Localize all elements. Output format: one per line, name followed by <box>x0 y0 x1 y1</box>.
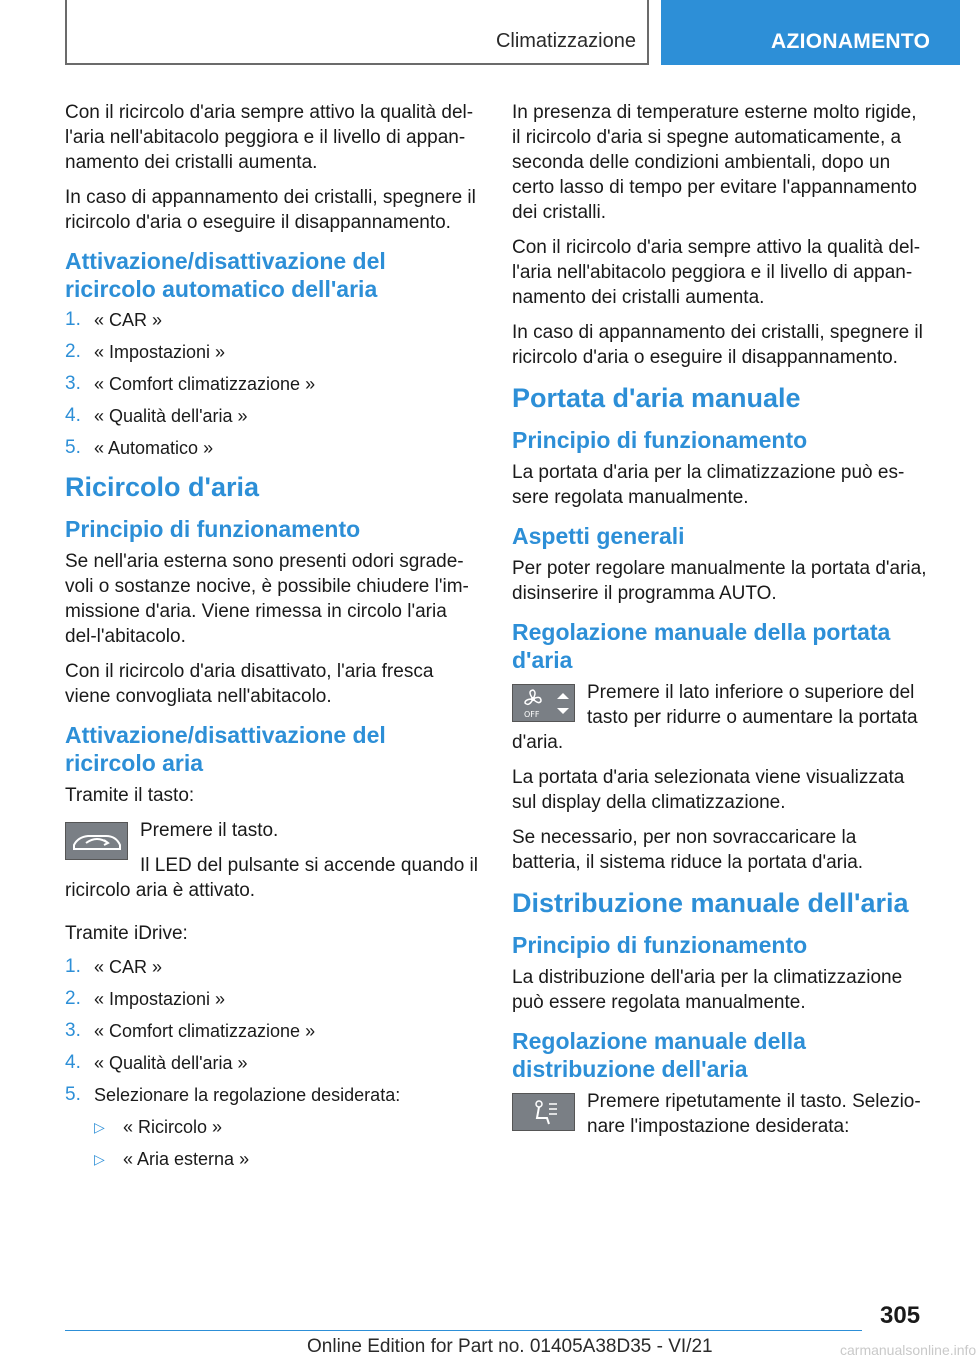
header-chapter-label: AZIONAMENTO <box>771 30 931 53</box>
heading-activation: Attivazione/disattivazione del ricircolo aria <box>65 722 386 776</box>
step-text: « CAR » <box>94 957 163 977</box>
step-number: 2. <box>65 341 81 362</box>
step-number: 2. <box>65 988 81 1009</box>
fan-button-icon <box>512 684 575 722</box>
step-text: « Impostazioni » <box>94 342 226 362</box>
paragraph: Premere il lato inferiore o superiore del tasto per ridurre o aumentare la portata d'aria. <box>512 682 918 753</box>
step-text: Selezionare la regolazione desiderata: <box>94 1085 401 1105</box>
step-number: 4. <box>65 405 81 426</box>
paragraph: Se necessario, per non sovraccaricare la batteria, il sistema riduce la portata d'aria. <box>512 827 864 873</box>
bullet-triangle-icon: ▷ <box>94 1119 105 1135</box>
option-text: « Aria esterna » <box>123 1149 250 1169</box>
paragraph: In presenza di temperature esterne molto rigide, il ricircolo d'aria si spegne automaticamente, a seconda delle condizioni ambientali, dopo un certo lasso di tempo per evitare l'appannamento dei cristalli. <box>512 102 917 223</box>
step-text: « Impostazioni » <box>94 989 226 1009</box>
list-item <box>65 373 480 395</box>
step-text: « Comfort climatizzazione » <box>94 1021 316 1041</box>
list-item <box>94 1148 480 1170</box>
paragraph: Tramite il tasto: <box>65 785 195 806</box>
step-number: 5. <box>65 437 81 458</box>
step-number: 3. <box>65 1020 81 1041</box>
list-item <box>65 309 480 331</box>
list-item <box>65 437 480 459</box>
paragraph: Con il ricircolo d'aria sempre attivo la qualità del-l'aria nell'abitacolo peggiora e il livello di appan-namento dei cristalli aumenta. <box>65 102 474 173</box>
paragraph: Il LED del pulsante si accende quando il ricircolo aria è attivato. <box>65 855 479 901</box>
header-section-title: Climatizzazione <box>495 30 636 52</box>
paragraph: In caso di appannamento dei cristalli, spegnere il ricircolo d'aria o eseguire il disappannamento. <box>65 187 476 233</box>
watermark: carmanualsonline.info <box>840 1342 976 1358</box>
paragraph: Se nell'aria esterna sono presenti odori sgrade-voli o sostanze nocive, è possibile chiudere l'im-missione d'aria. Viene rimessa in circolo l'aria del-l'abitacolo. <box>65 551 469 647</box>
step-text: « Comfort climatizzazione » <box>94 374 316 394</box>
step-text: « Automatico » <box>94 438 214 458</box>
step-number: 3. <box>65 373 81 394</box>
list-item <box>65 1084 480 1106</box>
paragraph: Per poter regolare manualmente la portata d'aria, disinserire il programma AUTO. <box>512 558 927 604</box>
heading-recirculation: Ricircolo d'aria <box>65 472 259 502</box>
list-item <box>65 956 480 978</box>
paragraph: Con il ricircolo d'aria disattivato, l'aria fresca viene convogliata nell'abitacolo. <box>65 661 434 707</box>
heading-manual-airflow: Portata d'aria manuale <box>512 383 801 413</box>
step-text: « Qualità dell'aria » <box>94 1053 248 1073</box>
steps-idrive-list <box>65 956 480 1106</box>
paragraph: Premere ripetutamente il tasto. Selezio-nare l'impostazione desiderata: <box>587 1091 921 1137</box>
right-column <box>512 100 927 1149</box>
distribution-button-row <box>512 1089 927 1149</box>
page-number: 305 <box>880 1302 921 1329</box>
paragraph: Tramite iDrive: <box>65 923 188 944</box>
step-number: 4. <box>65 1052 81 1073</box>
step-number: 5. <box>65 1084 81 1105</box>
list-item <box>65 988 480 1010</box>
paragraph: Premere il tasto. <box>140 820 279 841</box>
paragraph: In caso di appannamento dei cristalli, spegnere il ricircolo d'aria o eseguire il disappannamento. <box>512 322 923 368</box>
footer-rule <box>65 1330 862 1331</box>
step-text: « Qualità dell'aria » <box>94 406 248 426</box>
header-left-rule <box>65 0 67 64</box>
heading-manual-distribution: Regolazione manuale della distribuzione dell'aria <box>512 1028 806 1082</box>
heading-general: Aspetti generali <box>512 523 685 549</box>
header-right-rule <box>647 0 649 64</box>
footer-edition: Online Edition for Part no. 01405A38D35 - VI/21 <box>307 1336 713 1357</box>
heading-principle: Principio di funzionamento <box>512 932 808 958</box>
list-item <box>65 405 480 427</box>
paragraph: La portata d'aria selezionata viene visualizzata sul display della climatizzazione. <box>512 767 905 813</box>
heading-air-distribution: Distribuzione manuale dell'aria <box>512 888 909 918</box>
left-column <box>65 100 480 1180</box>
list-item <box>65 1052 480 1074</box>
step-number: 1. <box>65 956 81 977</box>
list-item <box>94 1116 480 1138</box>
header-bottom-rule <box>65 63 649 65</box>
fan-button-row <box>512 680 927 765</box>
bullet-triangle-icon: ▷ <box>94 1151 105 1167</box>
list-item <box>65 341 480 363</box>
option-text: « Ricircolo » <box>123 1117 223 1137</box>
paragraph: La distribuzione dell'aria per la climatizzazione può essere regolata manualmente. <box>512 967 903 1013</box>
heading-principle: Principio di funzionamento <box>512 427 808 453</box>
list-item <box>65 1020 480 1042</box>
step-number: 1. <box>65 309 81 330</box>
fan-off-label: OFF <box>524 710 540 719</box>
paragraph: La portata d'aria per la climatizzazione può es-sere regolata manualmente. <box>512 462 905 508</box>
recirculation-button-icon <box>65 822 128 860</box>
step-text: « CAR » <box>94 310 163 330</box>
heading-manual-airflow-adjust: Regolazione manuale della portata d'aria <box>512 619 891 673</box>
paragraph: Con il ricircolo d'aria sempre attivo la qualità del-l'aria nell'abitacolo peggiora e il livello di appan-namento dei cristalli aumenta. <box>512 237 921 308</box>
heading-auto-recirculation: Attivazione/disattivazione del ricircolo automatico dell'aria <box>65 248 386 302</box>
sub-options-list <box>65 1116 480 1170</box>
steps-auto-list <box>65 309 480 459</box>
heading-principle: Principio di funzionamento <box>65 516 361 542</box>
air-distribution-button-icon <box>512 1093 575 1131</box>
header-chapter-tab <box>661 0 960 65</box>
recirculation-button-row <box>65 818 480 913</box>
